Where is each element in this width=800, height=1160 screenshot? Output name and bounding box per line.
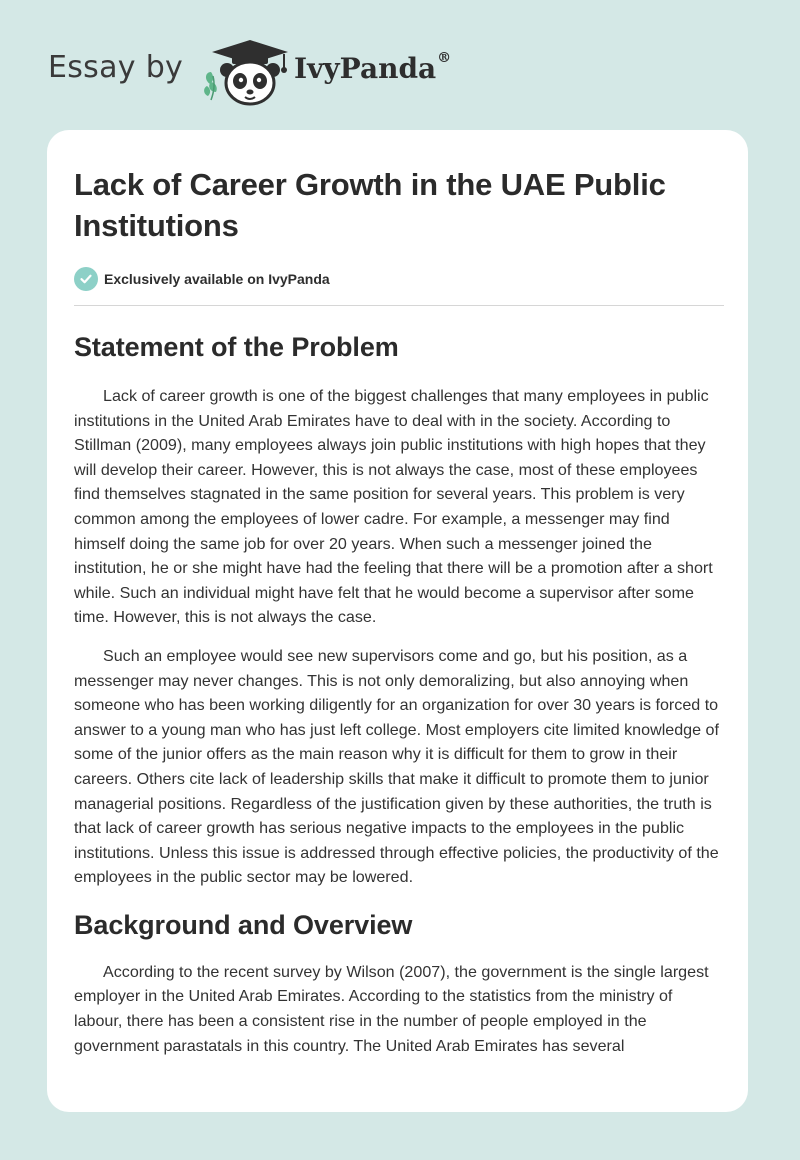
body-paragraph: According to the recent survey by Wilson (2007), the government is the single largest employer in the United Arab Emirates. According to the statistics from the ministry of labour, there has been a consistent rise in the number of people employed in the government parastatals in this country. The United Arab Emirates has several	[74, 962, 709, 1055]
registered-mark: ®	[437, 50, 452, 66]
essay-by-label: Essay by	[48, 50, 184, 85]
check-icon	[74, 267, 98, 291]
body-paragraph: Lack of career growth is one of the biggest challenges that many employees in public institutions in the United Arab Emirates have to deal with in the society. According to Stillman (2009), many employees always join public institutions with high hopes that they will develop their career. However, this is not always the case, most of these employees find themselves stagnated in the same position for several years. This problem is very common among the employees of lower cadre. For example, a messenger may find himself doing the same job for over 20 years. When such a messenger joined the institution, he or she might have had the feeling that there will be a promotion after a short while. Such an individual might have felt that he would become a supervisor after some time. However, this is not always the case.	[74, 387, 713, 627]
essay-card	[47, 130, 748, 1112]
essay-title: Lack of Career Growth in the UAE Public Institutions	[74, 167, 666, 243]
section-heading: Background and Overview	[74, 909, 413, 940]
section-background-overview	[74, 908, 724, 1058]
brand-name: IvyPanda	[294, 52, 437, 85]
ivypanda-wordmark[interactable]	[294, 52, 451, 85]
section-heading: Statement of the Problem	[74, 332, 399, 362]
body-paragraph: Such an employee would see new supervisors come and go, but his position, as a messenger may never changes. This is not only demoralizing, but also annoying when someone who has been working diligently for an organization for over 30 years is forced to answer to a young man who has just left college. Most employers cite limited knowledge of some of the junior offers as the main reason why it is difficult for them to grow in their careers. Others cite lack of leadership skills that make it difficult to promote them to junior managerial positions. Regardless of the justification given by these authorities, the truth is that lack of career growth has serious negative impacts to the employees in the public institutions. Unless this issue is addressed through effective policies, the productivity of the employees in the public sector may be lowered.	[74, 646, 719, 887]
site-header	[0, 0, 800, 130]
title-divider	[74, 305, 724, 306]
section-statement-of-problem	[74, 330, 724, 890]
exclusive-badge	[74, 266, 724, 292]
panda-graduate-logo-icon[interactable]	[202, 36, 294, 108]
exclusive-badge-text: Exclusively available on IvyPanda	[104, 271, 330, 287]
